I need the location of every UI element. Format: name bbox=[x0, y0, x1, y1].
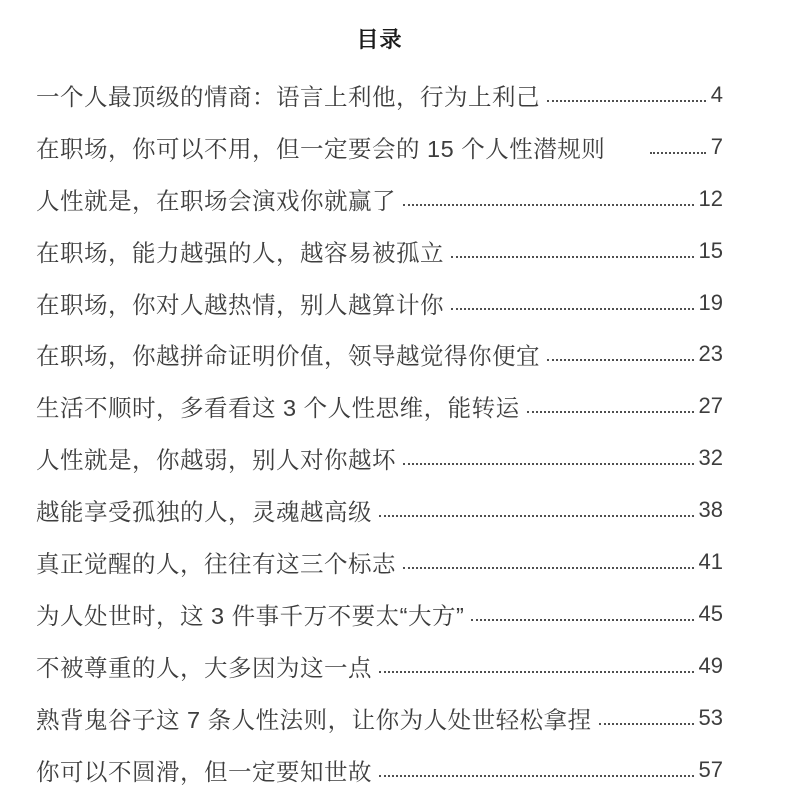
dot-leader bbox=[379, 515, 694, 517]
toc-entry-page: 4 bbox=[710, 81, 723, 107]
toc-entry-title: 在职场，你对人越热情，别人越算计你 bbox=[36, 291, 444, 318]
toc-entry-title: 在职场，你越拼命证明价值，领导越觉得你便宜 bbox=[36, 343, 540, 370]
dot-leader bbox=[403, 204, 694, 206]
toc-entry[interactable] bbox=[36, 225, 723, 277]
dot-leader bbox=[650, 152, 706, 154]
dot-leader bbox=[527, 411, 694, 413]
toc-entry[interactable] bbox=[36, 173, 723, 225]
toc-entry[interactable] bbox=[36, 692, 723, 744]
table-of-contents bbox=[36, 69, 723, 795]
toc-entry[interactable] bbox=[36, 121, 723, 173]
toc-entry-page: 41 bbox=[698, 548, 723, 574]
toc-entry-page: 49 bbox=[698, 652, 723, 678]
toc-entry-page: 27 bbox=[698, 393, 723, 419]
dot-leader bbox=[599, 723, 694, 725]
toc-entry-page: 19 bbox=[698, 289, 723, 315]
dot-leader bbox=[547, 100, 706, 102]
dot-leader bbox=[547, 359, 694, 361]
toc-entry[interactable] bbox=[36, 432, 723, 484]
dot-leader bbox=[379, 775, 694, 777]
dot-leader bbox=[403, 463, 694, 465]
toc-entry-page: 15 bbox=[698, 237, 723, 263]
toc-entry-page: 23 bbox=[698, 341, 723, 367]
toc-entry-title: 不被尊重的人，大多因为这一点 bbox=[36, 654, 372, 681]
toc-entry-page: 38 bbox=[698, 497, 723, 523]
dot-leader bbox=[471, 619, 693, 621]
toc-entry[interactable] bbox=[36, 69, 723, 121]
toc-entry[interactable] bbox=[36, 744, 723, 796]
toc-entry[interactable] bbox=[36, 328, 723, 380]
toc-entry-page: 45 bbox=[698, 600, 723, 626]
toc-entry-title: 熟背鬼谷子这 7 条人性法则，让你为人处世轻松拿捏 bbox=[36, 706, 592, 733]
toc-entry-page: 53 bbox=[698, 704, 723, 730]
toc-entry-title: 在职场，你可以不用，但一定要会的 15 个人性潜规则 bbox=[36, 135, 606, 162]
toc-entry-title: 生活不顺时，多看看这 3 个人性思维，能转运 bbox=[36, 395, 520, 422]
toc-entry-title: 为人处世时，这 3 件事千万不要太“大方” bbox=[36, 602, 465, 629]
toc-entry[interactable] bbox=[36, 484, 723, 536]
toc-entry[interactable] bbox=[36, 640, 723, 692]
dot-leader bbox=[403, 567, 694, 569]
toc-entry-page: 7 bbox=[710, 133, 723, 159]
toc-entry[interactable] bbox=[36, 277, 723, 329]
dot-leader bbox=[451, 308, 694, 310]
toc-entry-title: 你可以不圆滑，但一定要知世故 bbox=[36, 758, 372, 785]
toc-entry[interactable] bbox=[36, 380, 723, 432]
toc-entry-page: 12 bbox=[698, 185, 723, 211]
toc-entry-title: 人性就是，你越弱，别人对你越坏 bbox=[36, 447, 396, 474]
toc-entry-title: 越能享受孤独的人，灵魂越高级 bbox=[36, 499, 372, 526]
toc-entry-title: 一个人最顶级的情商：语言上利他，行为上利己 bbox=[36, 83, 540, 110]
dot-leader bbox=[451, 256, 694, 258]
toc-entry-title: 在职场，能力越强的人，越容易被孤立 bbox=[36, 239, 444, 266]
toc-entry-title: 真正觉醒的人，往往有这三个标志 bbox=[36, 550, 396, 577]
toc-entry-page: 32 bbox=[698, 445, 723, 471]
toc-entry-title: 人性就是，在职场会演戏你就赢了 bbox=[36, 187, 396, 214]
dot-leader bbox=[379, 671, 694, 673]
toc-entry[interactable] bbox=[36, 536, 723, 588]
toc-entry[interactable] bbox=[36, 588, 723, 640]
page-title: 目录 bbox=[356, 27, 403, 52]
toc-entry-page: 57 bbox=[698, 756, 723, 782]
